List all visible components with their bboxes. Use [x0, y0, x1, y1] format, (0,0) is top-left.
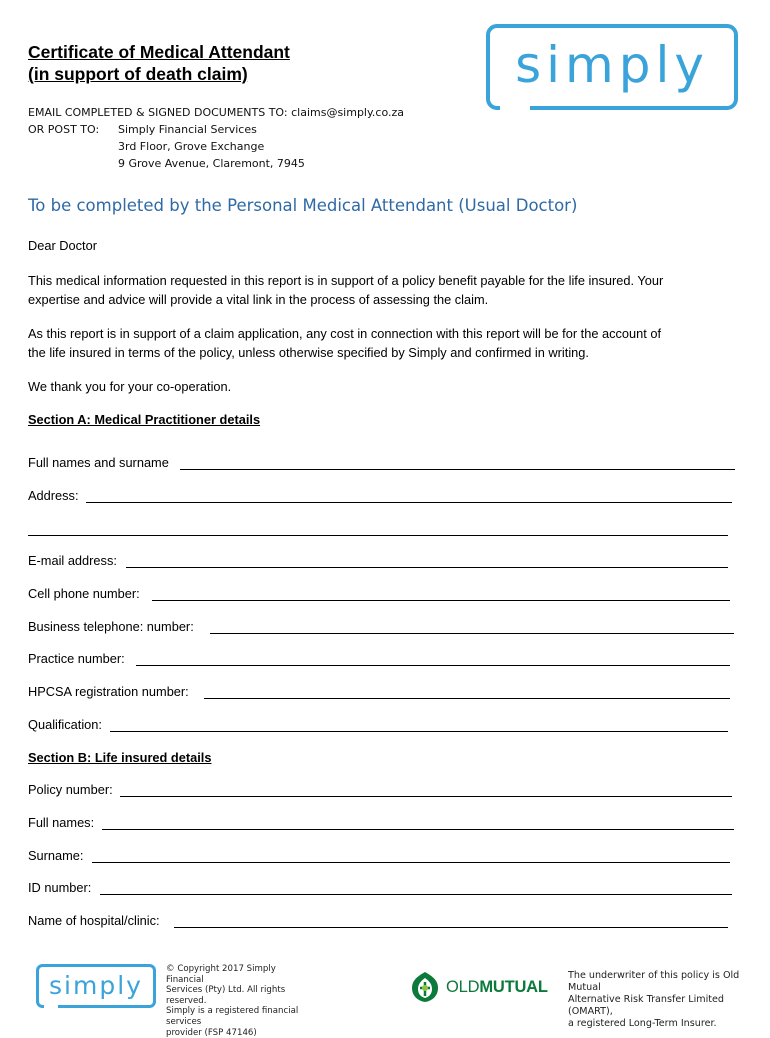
address-label: Address: [28, 488, 79, 503]
email-address-label: E-mail address: [28, 553, 117, 568]
section-b-title: Section B: Life insured details [28, 750, 212, 765]
paragraph-purpose-line-2: expertise and advice will provide a vital link in the process of assessing the claim. [28, 292, 489, 307]
old-mutual-emblem-icon [408, 970, 442, 1004]
email-address-field[interactable] [126, 567, 728, 568]
id-number-field[interactable] [100, 894, 732, 895]
email-instruction: EMAIL COMPLETED & SIGNED DOCUMENTS TO: claims@simply.co.za [28, 106, 405, 119]
footer-logo-text: simply [49, 971, 143, 1000]
paragraph-purpose-line-1: This medical information requested in this report is in support of a policy benefit payable for the life insured. Your [28, 273, 664, 288]
full-names-field[interactable] [102, 829, 734, 830]
om-wordmark-old: OLD [446, 978, 480, 996]
logo-text: simply [515, 36, 709, 94]
hospital-clinic-label: Name of hospital/clinic: [28, 913, 160, 928]
full-names-surname-field[interactable] [180, 469, 735, 470]
underwriter-line-2: Alternative Risk Transfer Limited (OMART), [568, 994, 725, 1017]
instruction-heading: To be completed by the Personal Medical Attendant (Usual Doctor) [28, 196, 578, 215]
address-line-2-field[interactable] [28, 535, 728, 536]
practice-number-label: Practice number: [28, 651, 125, 666]
postal-address [28, 121, 305, 172]
hpcsa-number-label: HPCSA registration number: [28, 684, 189, 699]
full-names-surname-label: Full names and surname [28, 455, 169, 470]
surname-field[interactable] [92, 862, 730, 863]
salutation: Dear Doctor [28, 238, 97, 253]
copyright-line-3: Simply is a registered financial services [166, 1006, 299, 1027]
copyright-notice [166, 964, 306, 1038]
policy-number-field[interactable] [120, 796, 732, 797]
copyright-line-1: © Copyright 2017 Simply Financial [166, 964, 276, 985]
underwriter-line-1: The underwriter of this policy is Old Mutual [568, 970, 740, 993]
title-line-2: (in support of death claim) [28, 64, 248, 84]
business-telephone-label: Business telephone: number: [28, 619, 194, 634]
address-line-1: Simply Financial Services [118, 123, 257, 136]
om-wordmark-mutual: MUTUAL [479, 978, 548, 996]
full-names-label: Full names: [28, 815, 95, 830]
title-line-1: Certificate of Medical Attendant [28, 42, 290, 62]
id-number-label: ID number: [28, 880, 92, 895]
paragraph-purpose [28, 271, 740, 309]
address-line-2: 3rd Floor, Grove Exchange [118, 140, 265, 153]
section-a-title: Section A: Medical Practitioner details [28, 412, 261, 427]
post-label: OR POST TO: [28, 123, 100, 136]
policy-number-label: Policy number: [28, 782, 113, 797]
qualification-field[interactable] [110, 731, 728, 732]
practice-number-field[interactable] [136, 665, 730, 666]
document-title [28, 41, 290, 85]
address-line-3: 9 Grove Avenue, Claremont, 7945 [118, 157, 305, 170]
business-telephone-field[interactable] [210, 633, 734, 634]
paragraph-cost [28, 324, 740, 362]
paragraph-cost-line-1: As this report is in support of a claim application, any cost in connection with this report will be for the account of [28, 326, 662, 341]
address-field[interactable] [86, 502, 732, 503]
surname-label: Surname: [28, 848, 84, 863]
thanks-text: We thank you for your co-operation. [28, 379, 232, 394]
copyright-line-4: provider (FSP 47146) [166, 1027, 257, 1038]
cell-phone-field[interactable] [152, 600, 730, 601]
cell-phone-label: Cell phone number: [28, 586, 140, 601]
footer-simply-logo [36, 964, 156, 1008]
old-mutual-wordmark [446, 978, 548, 997]
qualification-label: Qualification: [28, 717, 102, 732]
copyright-line-2: Services (Pty) Ltd. All rights reserved. [166, 985, 286, 1006]
underwriter-notice [568, 970, 758, 1030]
hospital-clinic-field[interactable] [174, 927, 728, 928]
underwriter-line-3: a registered Long-Term Insurer. [568, 1018, 717, 1029]
paragraph-cost-line-2: the life insured in terms of the policy, unless otherwise specified by Simply and confirmed in writing. [28, 345, 589, 360]
hpcsa-number-field[interactable] [204, 698, 730, 699]
simply-logo [486, 24, 738, 110]
